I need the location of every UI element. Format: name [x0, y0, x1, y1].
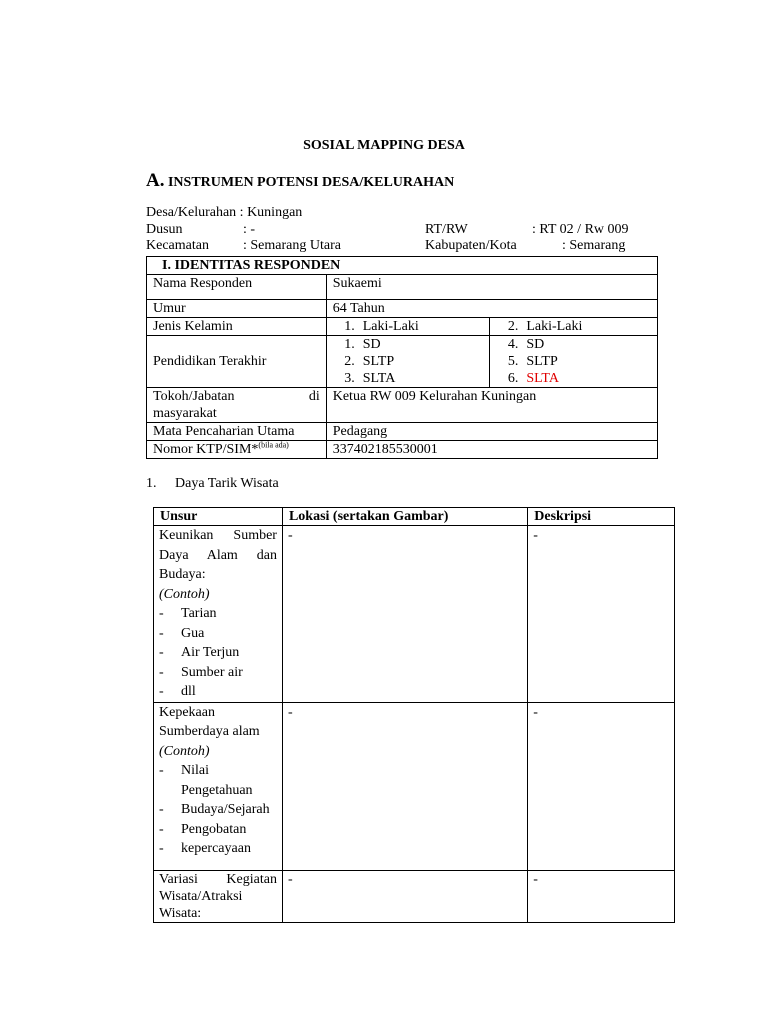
unsur-line: Wisata: [159, 905, 202, 921]
unsur-line: Keunikan Sumber [159, 528, 277, 543]
unsur-cell [154, 526, 283, 703]
list-item: - Pengobatan [159, 821, 247, 837]
jenis-kelamin-label: Jenis Kelamin [147, 318, 327, 336]
table-row [147, 388, 658, 423]
ktp-label: Nomor KTP/SIM*$^{(bila ada)}$ [147, 441, 327, 459]
umur-value: 64 Tahun [326, 300, 657, 318]
list-item: - kepercayaan [159, 841, 251, 856]
contoh-label: (Contoh) [159, 586, 210, 602]
list-number: 1. [146, 476, 157, 491]
column-header: Deskripsi [528, 508, 675, 526]
tokoh-value: Ketua RW 009 Kelurahan Kuningan [326, 388, 657, 423]
table-row [147, 318, 658, 336]
pendidikan-options-left [326, 336, 490, 388]
pendidikan-option: 2. SLTP [344, 354, 395, 369]
table-row [154, 870, 675, 922]
umur-label: Umur [147, 300, 327, 318]
lokasi-cell: - [282, 526, 527, 703]
section-title: INSTRUMEN POTENSI DESA/KELURAHAN [167, 175, 455, 190]
list-item: - dll [159, 684, 196, 699]
section-heading [146, 170, 454, 192]
jenis-kelamin-option: 2. Laki-Laki [490, 318, 658, 336]
pendidikan-option-selected: 6. SLTA [507, 371, 559, 386]
table-row [147, 257, 658, 275]
list-title: Daya Tarik Wisata [175, 476, 279, 491]
nama-label: Nama Responden [147, 275, 327, 300]
rtrw-value: : RT 02 / Rw 009 [532, 222, 629, 237]
pendidikan-option: 1. SD [344, 337, 381, 352]
desa-line: Desa/Kelurahan : Kuningan [146, 205, 303, 220]
section-letter: A. [146, 170, 165, 191]
lokasi-cell: - [282, 870, 527, 922]
deskripsi-cell: - [528, 870, 675, 922]
unsur-cell [154, 702, 283, 870]
rtrw-label: RT/RW [425, 222, 468, 237]
unsur-line: Kepekaan [159, 704, 215, 720]
pendidikan-options-right [490, 336, 658, 388]
unsur-line: Daya Alam dan [159, 547, 277, 563]
table-row [154, 702, 675, 870]
table-row [147, 275, 658, 300]
mata-pencaharian-value: Pedagang [326, 423, 657, 441]
unsur-cell [154, 870, 283, 922]
table-header-row [154, 508, 675, 526]
pendidikan-option: 3. SLTA [344, 371, 396, 386]
kabupaten-value: : Semarang [562, 238, 626, 253]
deskripsi-cell: - [528, 526, 675, 703]
list-item: - Sumber air [159, 664, 243, 680]
document-title: SOSIAL MAPPING DESA [303, 138, 465, 153]
unsur-line: Variasi Kegiatan [159, 871, 277, 887]
contoh-label: (Contoh) [159, 743, 210, 759]
dusun-label: Dusun [146, 222, 183, 237]
lokasi-cell: - [282, 702, 527, 870]
unsur-line: Sumberdaya alam [159, 724, 260, 739]
table-row [147, 300, 658, 318]
kecamatan-value: : Semarang Utara [243, 238, 341, 253]
pendidikan-label: Pendidikan Terakhir [147, 336, 327, 388]
tokoh-label: Tokoh/Jabatan di masyarakat [147, 388, 327, 423]
pendidikan-option: 4. SD [507, 337, 545, 352]
unsur-line: Budaya: [159, 567, 206, 582]
deskripsi-cell: - [528, 702, 675, 870]
jenis-kelamin-option: 1. Laki-Laki [326, 318, 490, 336]
column-header: Unsur [154, 508, 283, 526]
table-row [147, 336, 658, 388]
nama-value: Sukaemi [326, 275, 657, 300]
table-row [147, 423, 658, 441]
table-row [147, 441, 658, 459]
column-header: Lokasi (sertakan Gambar) [282, 508, 527, 526]
dusun-value: : - [243, 222, 256, 237]
list-item: - Budaya/Sejarah [159, 802, 270, 817]
table-row [154, 526, 675, 703]
wisata-table [153, 507, 675, 923]
list-item: - Nilai Pengetahuan [159, 763, 253, 798]
unsur-line: Wisata/Atraksi [159, 888, 243, 904]
kecamatan-label: Kecamatan [146, 238, 209, 253]
mata-pencaharian-label: Mata Pencaharian Utama [147, 423, 327, 441]
list-item: - Gua [159, 625, 205, 641]
identitas-table [146, 256, 658, 459]
list-item: - Air Terjun [159, 645, 240, 660]
ktp-value: 337402185530001 [326, 441, 657, 459]
identitas-heading: I. IDENTITAS RESPONDEN [147, 257, 658, 275]
kabupaten-label: Kabupaten/Kota [425, 238, 517, 253]
pendidikan-option: 5. SLTP [507, 354, 558, 369]
list-item: - Tarian [159, 606, 217, 621]
